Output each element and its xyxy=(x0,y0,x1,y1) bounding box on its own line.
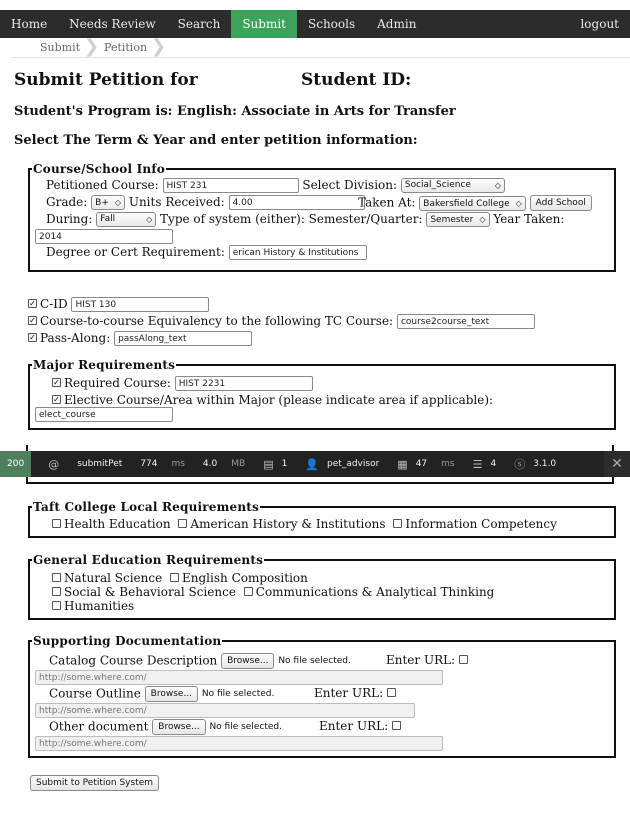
time-cell[interactable]: 774 ms xyxy=(140,459,185,469)
course-info-legend: Course/School Info xyxy=(33,162,165,176)
pass-along-checkbox[interactable]: ✓ xyxy=(29,333,36,342)
breadcrumb-petition[interactable]: Petition ❯ xyxy=(104,35,167,57)
select-caret-icon: ◇ xyxy=(515,198,522,208)
form-icon: ▤ xyxy=(263,457,274,471)
degree-requirement-input[interactable] xyxy=(229,245,367,260)
required-course-input[interactable] xyxy=(175,376,313,391)
breadcrumb-submit[interactable]: Submit ❯ xyxy=(40,35,100,57)
db-time-cell[interactable]: ▦ 47 ms xyxy=(397,457,455,471)
natural-science-checkbox[interactable] xyxy=(52,573,61,582)
ge-requirements-legend: General Education Requirements xyxy=(33,553,264,567)
equivalency-input[interactable] xyxy=(397,314,535,329)
cid-input[interactable] xyxy=(71,297,209,312)
memory-cell[interactable]: 4.0 MB xyxy=(202,459,246,469)
forms-cell[interactable]: ▤ 1 xyxy=(263,457,288,471)
student-id-label: Student ID: xyxy=(301,70,412,90)
submit-petition-button[interactable]: Submit to Petition System xyxy=(30,775,159,791)
database-icon: ▦ xyxy=(397,457,408,471)
division-select[interactable]: Social_Science ◇ xyxy=(401,178,505,193)
supporting-docs-legend: Supporting Documentation xyxy=(33,634,222,648)
select-caret-icon: ◇ xyxy=(494,181,501,190)
humanities-checkbox[interactable] xyxy=(52,601,61,610)
route-cell[interactable]: @ submitPet xyxy=(48,457,123,471)
equivalency-checkbox[interactable]: ✓ xyxy=(29,316,36,325)
select-caret-icon: ◇ xyxy=(114,198,122,207)
cid-checkbox[interactable]: ✓ xyxy=(29,299,36,308)
english-composition-checkbox[interactable] xyxy=(170,573,179,582)
add-school-button[interactable]: Add School xyxy=(530,195,592,211)
year-input[interactable] xyxy=(35,229,173,244)
symfony-logo-icon: ⓢ xyxy=(514,458,526,471)
catalog-url-checkbox[interactable] xyxy=(459,655,468,664)
status-code-badge[interactable]: 200 xyxy=(0,451,31,477)
other-doc-url-input[interactable] xyxy=(35,736,443,751)
version-cell[interactable]: ⓢ 3.1.0 xyxy=(514,458,557,471)
at-icon: @ xyxy=(48,457,60,471)
hidden-fieldset-bottom xyxy=(26,477,614,484)
nav-search[interactable]: Search xyxy=(177,17,221,31)
top-navbar xyxy=(0,10,630,38)
social-behavioral-checkbox[interactable] xyxy=(52,587,61,596)
close-icon[interactable]: ✕ xyxy=(604,451,630,477)
program-line: Student's Program is: English: Associate in Arts for Transfer xyxy=(14,104,456,119)
elective-course-input[interactable] xyxy=(35,407,173,422)
breadcrumb xyxy=(10,35,630,58)
page-title: Submit Petition for Student ID: xyxy=(14,70,412,90)
petitioned-course-input[interactable] xyxy=(163,178,299,193)
user-icon: 👤 xyxy=(305,457,320,471)
catalog-browse-button[interactable]: Browse... xyxy=(221,653,274,669)
units-input[interactable] xyxy=(229,195,365,210)
user-cell[interactable]: 👤 pet_advisor xyxy=(305,457,380,471)
american-history-checkbox[interactable] xyxy=(178,519,187,528)
nav-admin[interactable]: Admin xyxy=(377,17,417,31)
grade-select[interactable]: B+ ◇ xyxy=(91,195,125,210)
information-competency-checkbox[interactable] xyxy=(393,519,402,528)
system-select[interactable]: Semester ◇ xyxy=(426,212,489,227)
elective-course-checkbox[interactable]: ✓ xyxy=(53,395,60,404)
select-caret-icon: ◇ xyxy=(146,215,153,224)
debug-toolbar xyxy=(0,451,630,477)
nav-submit[interactable]: Submit xyxy=(231,10,297,38)
queries-cell[interactable]: ☰ 4 xyxy=(472,457,497,471)
term-select[interactable]: Fall ◇ xyxy=(96,212,156,227)
select-caret-icon: ◇ xyxy=(479,215,486,224)
other-doc-browse-button[interactable]: Browse... xyxy=(152,719,205,735)
other-doc-url-checkbox[interactable] xyxy=(392,721,401,730)
communications-checkbox[interactable] xyxy=(244,587,253,596)
health-education-checkbox[interactable] xyxy=(52,519,61,528)
taken-at-select[interactable]: Bakersfield College ◇ xyxy=(419,196,526,211)
instruction-line: Select The Term & Year and enter petition information: xyxy=(14,133,418,148)
outline-url-checkbox[interactable] xyxy=(387,688,396,697)
logout-link[interactable]: logout xyxy=(580,17,619,31)
required-course-checkbox[interactable]: ✓ xyxy=(53,378,60,387)
outline-url-input[interactable] xyxy=(35,703,415,718)
nav-schools[interactable]: Schools xyxy=(308,17,356,31)
outline-browse-button[interactable]: Browse... xyxy=(145,686,198,702)
catalog-url-input[interactable] xyxy=(35,670,443,685)
pass-along-input[interactable] xyxy=(114,331,252,346)
queries-icon: ☰ xyxy=(472,457,483,471)
nav-needs-review[interactable]: Needs Review xyxy=(69,17,156,31)
major-requirements-legend: Major Requirements xyxy=(33,358,176,372)
local-requirements-legend: Taft College Local Requirements xyxy=(33,500,260,514)
nav-home[interactable]: Home xyxy=(11,17,48,31)
